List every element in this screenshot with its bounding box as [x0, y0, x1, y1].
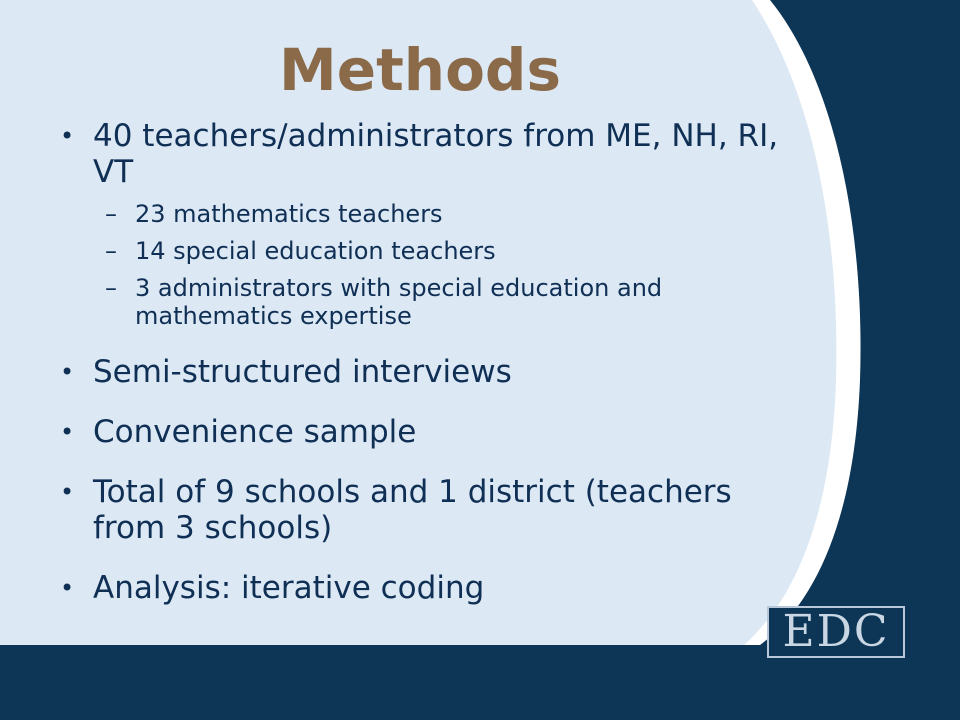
sub-bullet-text: 3 administrators with special education and mathematics expertise — [135, 274, 663, 330]
bullet-text: Semi-structured interviews — [93, 354, 512, 390]
dash-icon: – — [105, 200, 117, 228]
sub-bullet-text: 14 special education teachers — [135, 237, 496, 265]
sub-bullet-item — [105, 274, 796, 330]
dash-icon: – — [105, 237, 117, 265]
sub-bullet-text: 23 mathematics teachers — [135, 200, 443, 228]
bullet-item — [56, 474, 796, 546]
bullet-item — [56, 414, 796, 450]
bullet-item — [56, 354, 796, 390]
bullet-text: 40 teachers/administrators from ME, NH, RI, VT — [93, 118, 779, 190]
bullet-dot-icon: • — [60, 478, 75, 506]
edc-logo-text: EDC — [782, 606, 890, 657]
sub-bullet-list — [105, 200, 796, 330]
dash-icon: – — [105, 274, 117, 302]
bullet-dot-icon: • — [60, 358, 75, 386]
bullet-item — [56, 118, 796, 330]
bullet-dot-icon: • — [60, 574, 75, 602]
bullet-text: Total of 9 schools and 1 district (teachers from 3 schools) — [93, 474, 732, 546]
slide-title: Methods — [279, 36, 561, 104]
bullet-list — [56, 118, 796, 630]
bullet-text: Analysis: iterative coding — [93, 570, 485, 606]
bullet-dot-icon: • — [60, 418, 75, 446]
bullet-text: Convenience sample — [93, 414, 417, 450]
edc-logo — [767, 606, 905, 658]
sub-bullet-item — [105, 200, 796, 228]
bullet-item — [56, 570, 796, 606]
sub-bullet-item — [105, 237, 796, 265]
bullet-dot-icon: • — [60, 122, 75, 150]
